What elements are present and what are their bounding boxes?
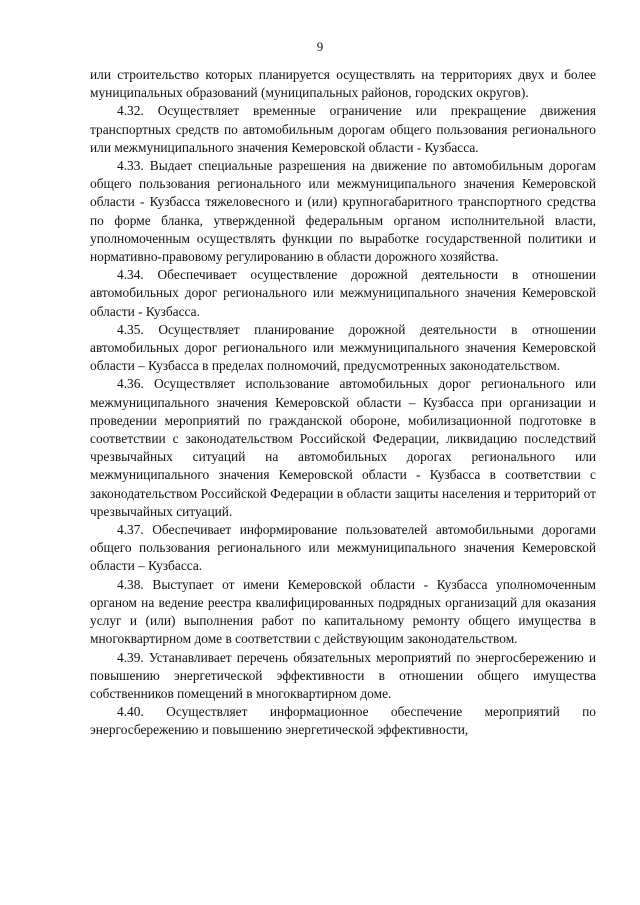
paragraph-4-36: 4.36. Осуществляет использование автомобильных дорог регионального или межмуниципального значения Кемеровской области – Кузбасса при организации и проведении мероприятий по гражданской обороне, мобилизационной подготовке в соответствии с законодательством Российской Федерации, ликвидацию последствий чрезвычайных ситуаций на автомобильных дорогах регионального или межмуниципального значения Кемеровской области - Кузбасса в соответствии с законодательством Российской Федерации в области защиты населения и территорий от чрезвычайных ситуаций.	[90, 376, 596, 519]
paragraph-4-39: 4.39. Устанавливает перечень обязательных мероприятий по энергосбережению и повышению энергетической эффективности в отношении общего имущества собственников помещений в многоквартирном доме.	[90, 649, 596, 701]
paragraph-4-35: 4.35. Осуществляет планирование дорожной деятельности в отношении автомобильных дорог регионального или межмуниципального значения Кемеровской области – Кузбасса в пределах полномочий, предусмотренных законодательством.	[90, 321, 596, 374]
paragraph-4-38: 4.38. Выступает от имени Кемеровской области - Кузбасса уполномоченным органом на ведение реестра квалифицированных подрядных организаций для оказания услуг и (или) выполнения работ по капитальному ремонту общего имущества в многоквартирном доме в соответствии с действующим законодательством.	[90, 576, 596, 647]
body-text	[90, 66, 596, 740]
page-number: 9	[316, 39, 324, 54]
paragraph-4-32: 4.32. Осуществляет временные ограничение или прекращение движения транспортных средств по автомобильным дорогам общего пользования регионального или межмуниципального значения Кемеровской области - Кузбасса.	[90, 103, 596, 155]
paragraph-4-33: 4.33. Выдает специальные разрешения на движение по автомобильным дорогам общего пользования регионального или межмуниципального значения Кемеровской области - Кузбасса тяжеловесного и (или) крупногабаритного транспортного средства по форме бланка, утвержденной федеральным органом исполнительной власти, уполномоченным осуществлять функции по выработке государственной политики и нормативно-правовому регулированию в области дорожного хозяйства.	[90, 158, 596, 265]
paragraph-4-40: 4.40. Осуществляет информационное обеспечение мероприятий по энергосбережению и повышению энергетической эффективности,	[90, 704, 596, 738]
paragraph-4-34: 4.34. Обеспечивает осуществление дорожной деятельности в отношении автомобильных дорог регионального или межмуниципального значения Кемеровской области - Кузбасса.	[90, 267, 596, 319]
paragraph-4-37: 4.37. Обеспечивает информирование пользователей автомобильными дорогами общего пользования регионального или межмуниципального значения Кемеровской области – Кузбасса.	[90, 522, 596, 574]
paragraph-continuation: или строительство которых планируется осуществлять на территориях двух и более муниципальных образований (муниципальных районов, городских округов).	[90, 67, 596, 101]
